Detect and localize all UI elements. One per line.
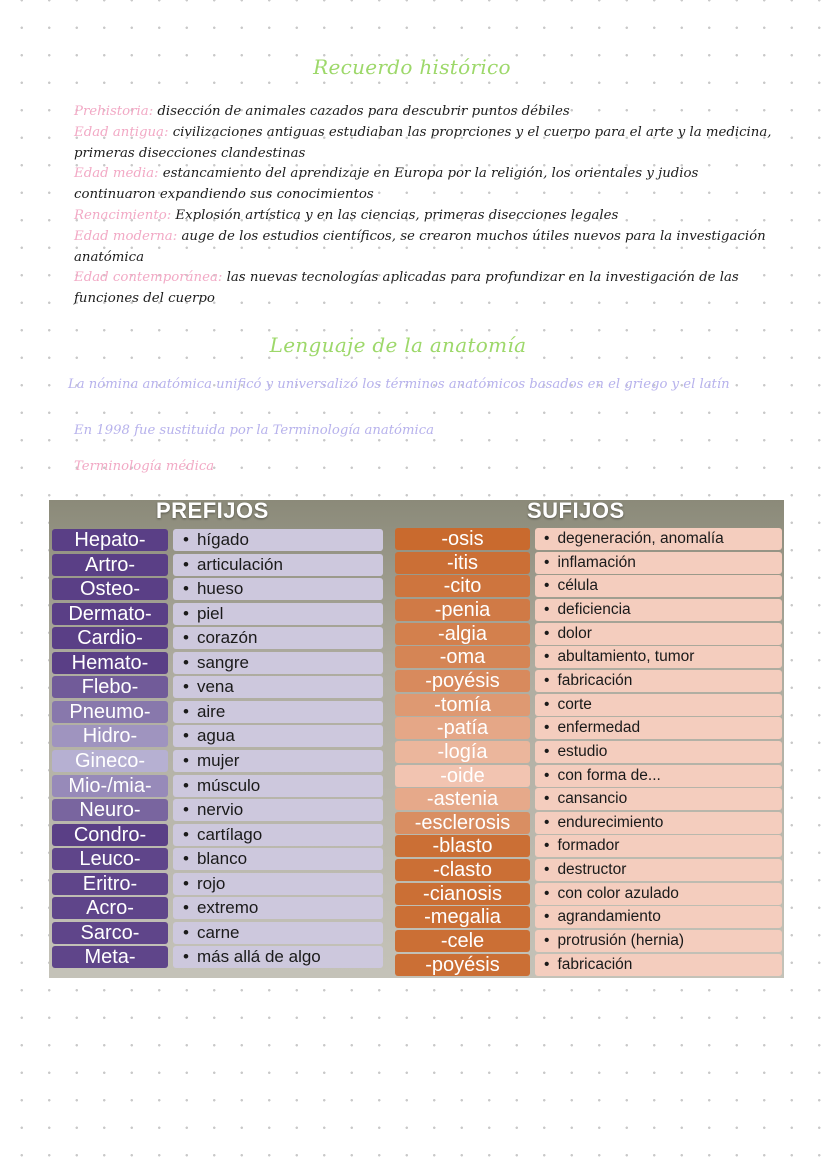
note-text: disección de animales cazados para descubrir puntos débiles [153,104,570,119]
prefix-meaning [173,554,383,576]
prefix-term: Meta- [52,946,168,968]
bullet-icon: • [544,695,550,713]
suffix-meaning-text: agrandamiento [557,908,661,926]
bullet-icon: • [544,884,550,902]
bullet-icon: • [183,603,189,623]
suffix-meaning [535,694,782,716]
prefix-meaning [173,676,383,698]
suffix-term: -cianosis [395,883,530,905]
bullet-icon: • [544,600,550,618]
suffix-meaning [535,835,782,857]
suffix-term: -esclerosis [395,812,530,834]
terminologia-1998-text: En 1998 fue sustituida por la Terminología anatómica [74,423,434,438]
bullet-icon: • [183,922,189,942]
suffix-meaning [535,906,782,928]
history-notes [74,102,774,310]
prefix-meaning [173,897,383,919]
bullet-icon: • [544,955,550,973]
suffix-term: -penia [395,599,530,621]
note-label: Edad contemporánea: [74,270,223,286]
suffix-meaning-text: destructor [557,861,627,879]
prefix-suffix-table [49,500,784,978]
prefix-meaning [173,725,383,747]
suffix-term: -poyésis [395,670,530,692]
note-edad-antigua [74,123,774,165]
suffix-meaning-text: dolor [557,624,592,642]
suffix-meaning-text: estudio [557,742,608,760]
note-edad-media [74,164,774,206]
prefix-meaning [173,529,383,551]
prefix-meaning-text: vena [196,677,234,697]
prefix-meaning-text: carne [196,922,240,942]
suffix-meaning-text: cansancio [557,790,628,808]
suffix-term: -oide [395,765,530,787]
prefix-term: Cardio- [52,627,168,649]
suffix-term: -poyésis [395,954,530,976]
prefix-meaning [173,578,383,600]
prefix-meaning [173,824,383,846]
suffix-meaning-text: deficiencia [557,600,631,618]
prefix-term: Hepato- [52,529,168,551]
bullet-icon: • [544,742,550,760]
note-text: civilizaciones antiguas estudiaban las proprciones y el cuerpo para el arte y la medicina, primeras disecciones clandestinas [74,124,772,161]
suffix-meaning [535,741,782,763]
bullet-icon: • [544,908,550,926]
section-title-history: Recuerdo histórico [313,55,511,79]
suffix-meaning-text: formador [557,837,620,855]
bullet-icon: • [544,932,550,950]
bullet-icon: • [544,813,550,831]
prefix-meaning [173,603,383,625]
suffix-meaning-text: inflamación [557,553,636,571]
suffix-meaning-text: con forma de... [557,766,661,784]
prefix-term: Dermato- [52,603,168,625]
note-label: Edad media: [74,166,159,182]
prefix-term: Hidro- [52,725,168,747]
prefix-meaning [173,701,383,723]
prefix-term: Sarco- [52,922,168,944]
prefix-meaning [173,799,383,821]
prefix-term: Hemato- [52,652,168,674]
bullet-icon: • [183,530,189,549]
prefix-term: Mio-/mia- [52,775,168,797]
note-text: Explosión artística y en las ciencias, primeras disecciones legales [171,207,619,223]
prefix-term: Condro- [52,824,168,846]
prefix-meaning [173,775,383,797]
suffix-meaning [535,812,782,834]
prefix-meaning-text: cartílago [196,824,263,844]
suffix-term: -algia [395,623,530,645]
suffix-meaning-text: corte [557,695,592,713]
note-text: las nuevas tecnologías aplicadas para profundizar en la investigación de las funciones del cuerpo [74,270,739,307]
prefix-meaning [173,922,383,944]
bullet-icon: • [183,554,189,574]
suffix-meaning-text: degeneración, anomalía [557,530,724,547]
prefix-meaning-text: hígado [196,530,249,549]
suffix-term: -patía [395,717,530,739]
suffix-meaning-text: fabricación [557,955,633,973]
bullet-icon: • [183,628,189,648]
suffix-term: -tomía [395,694,530,716]
prefix-meaning-text: agua [196,726,235,746]
bullet-icon: • [183,800,189,820]
prefix-term: Neuro- [52,799,168,821]
suffix-meaning [535,575,782,597]
note-label: Edad moderna: [74,228,178,244]
bullet-icon: • [183,726,189,746]
note-text: estancamiento del aprendizaje en Europa por la religión, los orientales y judios continuaron expandiendo sus conocimientos [74,166,699,203]
suffix-term: -oma [395,646,530,668]
suffix-term: -cele [395,930,530,952]
suffix-meaning-text: célula [557,577,598,595]
nomina-anatomica-text: La nómina anatómica unificó y universalizó los términos anatómicos basados en el griego y el latín [68,377,730,392]
suffix-meaning [535,646,782,668]
suffix-meaning-text: endurecimiento [557,813,664,831]
suffix-term: -astenia [395,788,530,810]
suffix-meaning [535,599,782,621]
prefix-term: Pneumo- [52,701,168,723]
prefix-meaning-text: hueso [196,579,244,599]
suffix-term: -blasto [395,835,530,857]
suffix-term: -cito [395,575,530,597]
prefix-meaning [173,750,383,772]
bullet-icon: • [544,577,550,595]
bullet-icon: • [183,652,189,672]
suffix-term: -clasto [395,859,530,881]
bullet-icon: • [183,750,189,770]
prefix-meaning-text: articulación [196,554,283,574]
bullet-icon: • [183,677,189,697]
suffix-meaning [535,930,782,952]
suffix-meaning [535,670,782,692]
suffix-meaning-text: abultamiento, tumor [557,648,695,666]
bullet-icon: • [183,898,189,918]
prefix-term: Acro- [52,897,168,919]
note-label: Renacimiento: [74,207,172,223]
prefix-header: PREFIJOS [156,498,269,523]
bullet-icon: • [544,624,550,642]
bullet-icon: • [544,671,550,689]
bullet-icon: • [544,553,550,571]
bullet-icon: • [183,873,189,893]
bullet-icon: • [544,719,550,737]
bullet-icon: • [544,530,550,547]
prefix-term: Leuco- [52,848,168,870]
bullet-icon: • [183,775,189,795]
suffix-meaning-text: enfermedad [557,719,641,737]
prefix-meaning [173,848,383,870]
bullet-icon: • [183,824,189,844]
prefix-meaning-text: más allá de algo [196,947,321,967]
prefix-meaning [173,946,383,968]
suffix-header: SUFIJOS [527,498,625,523]
prefix-meaning-text: músculo [196,775,261,795]
bullet-icon: • [183,849,189,869]
bullet-icon: • [544,790,550,808]
suffix-meaning [535,954,782,976]
terminologia-medica-heading: Terminología médica [74,459,215,474]
suffix-term: -megalia [395,906,530,928]
suffix-meaning [535,717,782,739]
prefix-meaning [173,627,383,649]
prefix-term: Osteo- [52,578,168,600]
bullet-icon: • [544,861,550,879]
prefix-meaning [173,652,383,674]
suffix-meaning-text: protrusión (hernia) [557,932,685,950]
suffix-term: -itis [395,552,530,574]
note-prehistoria [74,102,774,123]
prefix-meaning-text: corazón [196,628,258,648]
bullet-icon: • [183,579,189,599]
note-edad-moderna [74,227,774,269]
suffix-meaning [535,552,782,574]
note-renacimiento [74,206,774,227]
prefix-meaning-text: aire [196,701,226,721]
prefix-meaning-text: piel [196,603,224,623]
suffix-term: -logía [395,741,530,763]
prefix-meaning-text: extremo [196,898,259,918]
note-text: auge de los estudios científicos, se crearon muchos útiles nuevos para la investigación anatómica [74,228,766,265]
prefix-meaning [173,873,383,895]
suffix-term: -osis [395,528,530,550]
bullet-icon: • [544,837,550,855]
prefix-meaning-text: mujer [196,750,240,770]
note-label: Prehistoria: [74,104,154,119]
prefix-meaning-text: nervio [196,800,244,820]
suffix-meaning [535,528,782,550]
bullet-icon: • [544,766,550,784]
bullet-icon: • [183,701,189,721]
note-label: Edad antigua: [74,124,169,140]
suffix-meaning-text: fabricación [557,671,633,689]
prefix-meaning-text: rojo [196,873,226,893]
suffix-meaning [535,765,782,787]
prefix-meaning-text: sangre [196,652,249,672]
suffix-meaning-text: con color azulado [557,884,679,902]
section-title-language: Lenguaje de la anatomía [269,333,527,357]
suffix-meaning [535,788,782,810]
suffix-meaning [535,623,782,645]
prefix-term: Artro- [52,554,168,576]
prefix-term: Flebo- [52,676,168,698]
bullet-icon: • [183,947,189,967]
prefix-term: Eritro- [52,873,168,895]
bullet-icon: • [544,648,550,666]
suffix-meaning [535,859,782,881]
suffix-meaning [535,883,782,905]
prefix-term: Gineco- [52,750,168,772]
prefix-meaning-text: blanco [196,849,248,869]
note-edad-contemporanea [74,268,774,310]
